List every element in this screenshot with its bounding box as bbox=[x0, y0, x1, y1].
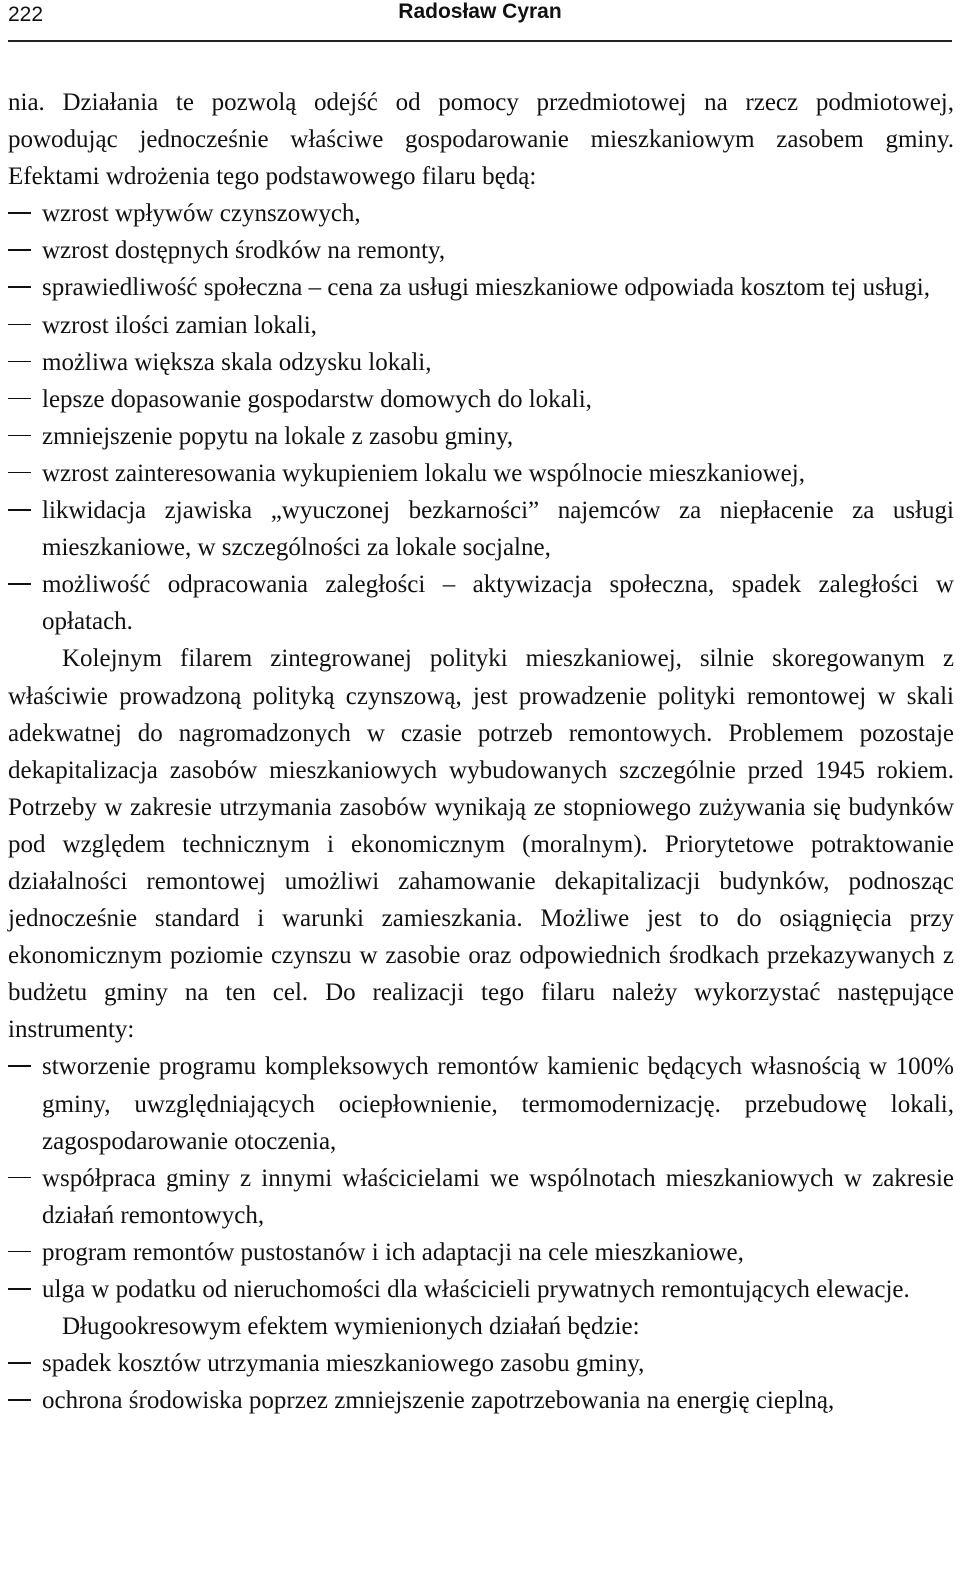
list-item-text: wzrost wpływów czynszowych, bbox=[42, 200, 361, 228]
list-item bbox=[8, 307, 954, 344]
list-item-text: zmniejszenie popytu na lokale z zasobu gminy, bbox=[42, 422, 514, 450]
dash-bullet bbox=[8, 1065, 31, 1067]
list-item bbox=[8, 381, 954, 418]
dash-bullet bbox=[8, 324, 31, 326]
dash-bullet bbox=[8, 1399, 31, 1401]
list-item-text: sprawiedliwość społeczna – cena za usługi mieszkaniowe odpowiada kosztom tej usługi, bbox=[42, 274, 930, 302]
list-item-text: likwidacja zjawiska „wyuczonej bezkarności” najemców za niepłacenie za usługi mieszkaniowe, w szczególności za lokale socjalne, bbox=[42, 497, 954, 562]
list-item bbox=[8, 566, 954, 640]
list-item-text: wzrost zainteresowania wykupieniem lokalu we wspólnocie mieszkaniowej, bbox=[42, 459, 805, 487]
dash-bullet bbox=[8, 509, 31, 511]
dash-bullet bbox=[8, 1362, 31, 1364]
list-item-text: współpraca gminy z innymi właścicielami we wspólnotach mieszkaniowych w zakresie działań remontowych, bbox=[42, 1164, 954, 1229]
list-item-text: możliwa większa skala odzysku lokali, bbox=[42, 348, 432, 376]
long-term-effects-list bbox=[8, 1345, 954, 1419]
list-item-text: spadek kosztów utrzymania mieszkaniowego zasobu gminy, bbox=[42, 1350, 645, 1378]
effects-list bbox=[8, 195, 954, 640]
dash-bullet bbox=[8, 1288, 31, 1290]
dash-bullet bbox=[8, 1177, 31, 1179]
list-item bbox=[8, 195, 954, 232]
list-item bbox=[8, 418, 954, 455]
dash-bullet bbox=[8, 286, 31, 288]
dash-bullet bbox=[8, 1251, 31, 1253]
paragraph-long-term-effect: Długookresowym efektem wymienionych działań będzie: bbox=[62, 1313, 640, 1341]
list-item-text: ochrona środowiska poprzez zmniejszenie zapotrzebowania na energię cieplną, bbox=[42, 1387, 835, 1415]
dash-bullet bbox=[8, 435, 31, 437]
list-item-text: lepsze dopasowanie gospodarstw domowych do lokali, bbox=[42, 385, 592, 413]
list-item bbox=[8, 1234, 954, 1271]
dash-bullet bbox=[8, 472, 31, 474]
list-item bbox=[8, 1271, 954, 1308]
dash-bullet bbox=[8, 398, 31, 400]
instruments-list bbox=[8, 1048, 954, 1308]
list-item bbox=[8, 269, 954, 306]
list-item-text: stworzenie programu kompleksowych remontów kamienic będących własnością w 100% gminy, uwzględniających ociepłownienie, termomodernizację. przebudowę lokali, zagospodarowanie otoczenia, bbox=[42, 1053, 954, 1155]
list-item bbox=[8, 1382, 954, 1419]
list-item bbox=[8, 1160, 954, 1234]
paragraph-continuation: nia. Działania te pozwolą odejść od pomocy przedmiotowej na rzecz podmiotowej, powodując jednocześnie właściwe gospodarowanie mieszkaniowym zasobem gminy. Efektami wdrożenia tego podstawowego filaru będą: bbox=[8, 89, 954, 191]
list-item-text: możliwość odpracowania zaległości – aktywizacja społeczna, spadek zaległości w opłatach. bbox=[42, 571, 954, 636]
dash-bullet bbox=[8, 361, 31, 363]
page-body bbox=[8, 84, 954, 1419]
list-item bbox=[8, 344, 954, 381]
dash-bullet bbox=[8, 212, 31, 214]
page-number: 222 bbox=[8, 3, 44, 26]
list-item bbox=[8, 492, 954, 566]
list-item-text: wzrost dostępnych środków na remonty, bbox=[42, 237, 446, 265]
list-item-text: ulga w podatku od nieruchomości dla właścicieli prywatnych remontujących elewacje. bbox=[42, 1276, 910, 1303]
list-item bbox=[8, 455, 954, 492]
list-item-text: program remontów pustostanów i ich adaptacji na cele mieszkaniowe, bbox=[42, 1238, 744, 1266]
paragraph-renovation-policy: Kolejnym filarem zintegrowanej polityki mieszkaniowej, silnie skoregowanym z właściwie prowadzoną polityką czynszową, jest prowadzenie polityki remontowej w skali adekwatnej do nagromadzonych w czasie potrzeb remontowych. Problemem pozostaje dekapitalizacja zasobów mieszkaniowych wybudowanych szczególnie przed 1945 rokiem. Potrzeby w zakresie utrzymania zasobów wynikają ze stopniowego zużywania się budynków pod względem technicznym i ekonomicznym (moralnym). Priorytetowe potraktowanie działalności remontowej umożliwi zahamowanie dekapitalizacji budynków, podnosząc jednocześnie standard i warunki zamieszkania. Możliwe jest to do osiągnięcia przy ekonomicznym poziomie czynszu w zasobie oraz odpowiednich środkach przekazywanych z budżetu gminy na ten cel. Do realizacji tego filaru należy wykorzystać następujące instrumenty: bbox=[8, 645, 954, 1044]
list-item bbox=[8, 1345, 954, 1382]
running-title-author: Radosław Cyran bbox=[398, 0, 562, 23]
list-item bbox=[8, 1048, 954, 1159]
dash-bullet bbox=[8, 249, 31, 251]
list-item bbox=[8, 232, 954, 269]
dash-bullet bbox=[8, 583, 31, 585]
list-item-text: wzrost ilości zamian lokali, bbox=[42, 311, 317, 339]
page-header bbox=[8, 0, 952, 42]
